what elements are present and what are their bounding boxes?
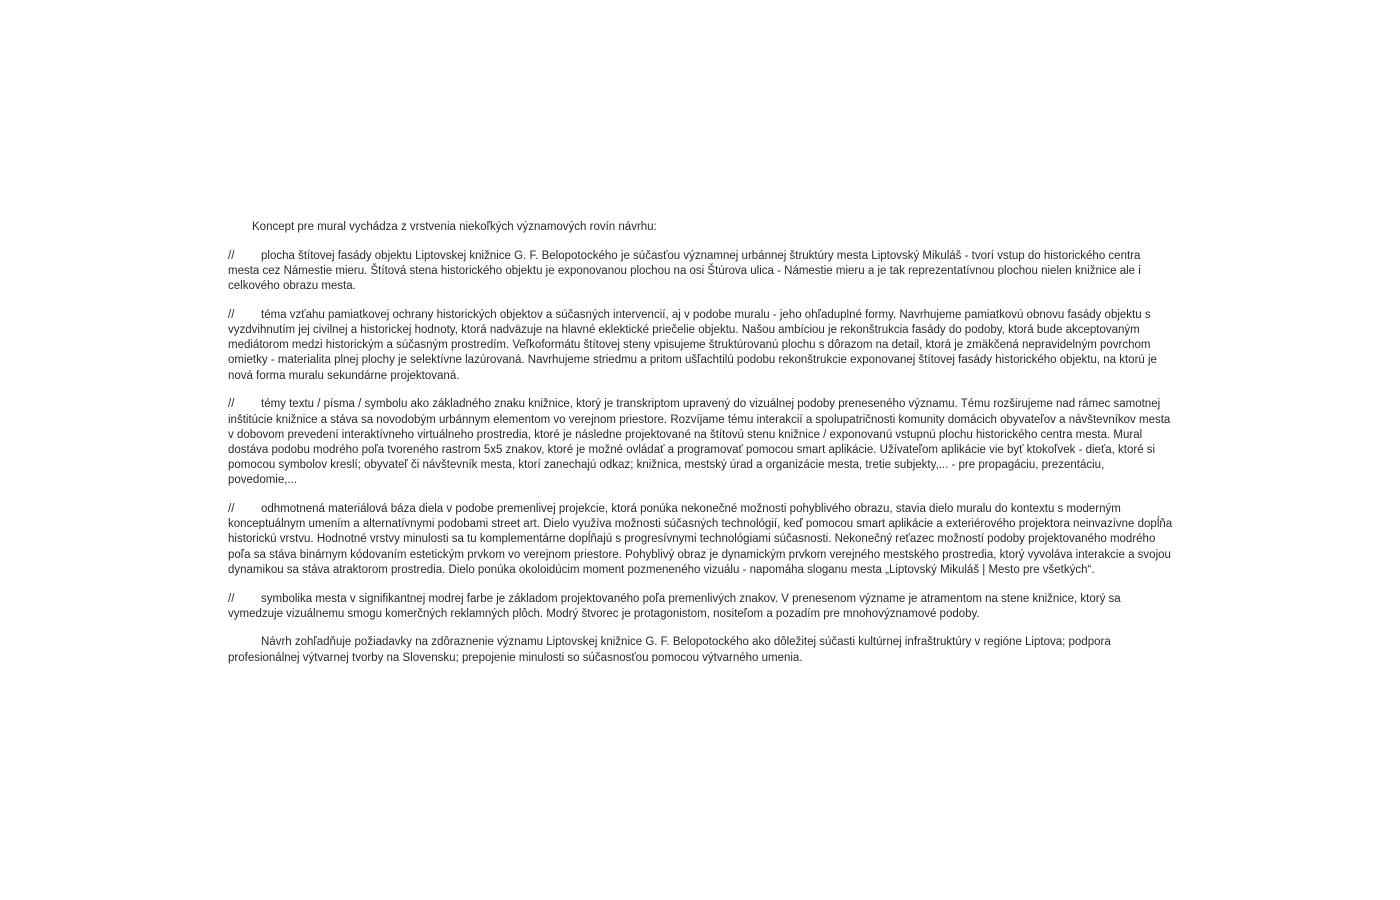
point-marker: // [228,398,235,411]
point-marker: // [228,592,235,605]
document-body [228,220,1173,679]
point-text: téma vzťahu pamiatkovej ochrany historických objektov a súčasných intervencií, aj v podobe muralu - jeho ohľaduplné formy. Navrhujeme pamiatkovú obnovu fasády objektu s vyzdvihnutím jej civilnej a historickej hodnoty, ktorá nadväzuje na hlavné eklektické priečelie objektu. Našou ambíciou je rekonštrukcia fasády do podoby, ktorá bude akceptovaným mediátorom medzi historickým a súčasným prostredím. Veľkoformátu štítovej steny vpisujeme štruktúrovanú plochu s dôrazom na detail, ktorá je zmäkčená nepravidelným povrchom omietky - materialita plnej plochy je selektívne lazúrovaná. Navrhujeme striedmu a pritom ušľachtilú podobu rekonštrukcie exponovanej štítovej fasády historického objektu, na ktorú je nová forma muralu sekundárne projektovaná. [228,308,1157,382]
point-text: symbolika mesta v signifikantnej modrej farbe je základom projektovaného poľa premenlivých znakov. V prenesenom význame je atramentom na stene knižnice, ktorý sa vymedzuje vizuálnemu smogu komerčných reklamných plôch. Modrý štvorec je protagonistom, nositeľom a pozadím pre mnohovýznamové podoby. [228,592,1121,620]
concept-point [228,308,1173,384]
point-text: témy textu / písma / symbolu ako základného znaku knižnice, ktorý je transkriptom upravený do vizuálnej podoby preneseného významu. Tému rozširujeme nad rámec samotnej inštitúcie knižnice a stáva sa novodobým urbánnym elementom vo verejnom priestore. Rozvíjame tému interakcií a spolupatričnosti komunity domácich obyvateľov a návštevníkov mesta v dobovom prevedení interaktívneho virtuálneho prostredia, ktoré je následne projektované na štítovú stenu knižnice / exponovanú vstupnú plochu historického centra mesta. Mural dostáva podobu modrého poľa tvoreného rastrom 5x5 znakov, ktoré je možné ovládať a programovať pomocou smart aplikácie. Užívateľom aplikácie vie byť ktokoľvek - dieťa, ktoré si pomocou symbolov kreslí; obyvateľ či návštevník mesta, ktorí zanechajú odkaz; knižnica, mestský úrad a organizácie mesta, tretie subjekty,... - pre propagáciu, prezentáciu, povedomie,... [228,398,1171,487]
point-marker: // [228,249,235,262]
point-marker: // [228,308,235,321]
point-text: odhmotnená materiálová báza diela v podobe premenlivej projekcie, ktorá ponúka nekonečné možnosti pohyblivého obrazu, stavia dielo muralu do kontextu s moderným konceptuálnym umením a alternatívnymi podobami street art. Dielo využíva možnosti súčasných technológií, keď pomocou smart aplikácie a exteriérového projektora neinvazívne dopĺňa historickú vrstvu. Hodnotné vrstvy minulosti sa tu komplementárne dopĺňajú s progresívnymi technológiami súčasnosti. Nekonečný reťazec možností podoby projektovaného modrého poľa sa stáva binárnym kódovaním estetickým prvkom vo verejnom priestore. Pohyblivý obraz je dynamickým prvkom verejného mestského prostredia, ktorý vyvoláva interakcie a svojou dynamikou sa stáva atraktorom prostredia. Dielo ponúka okoloidúcim moment pozmeneného vizuálu - napomáha sloganu mesta „Liptovský Mikuláš | Mesto pre všetkých“. [228,503,1173,576]
point-marker: // [228,503,235,516]
closing-paragraph: Návrh zohľadňuje požiadavky na zdôraznenie významu Liptovskej knižnice G. F. Belopotockého ako dôležitej súčasti kultúrnej infraštruktúry v regióne Liptova; podpora profesionálnej výtvarnej tvorby na Slovensku; prepojenie minulosti so súčasnosťou pomocou výtvarného umenia. [228,636,1111,664]
concept-point [228,502,1173,578]
intro-paragraph: Koncept pre mural vychádza z vrstvenia niekoľkých významových rovín návrhu: [252,221,657,233]
point-text: plocha štítovej fasády objektu Liptovskej knižnice G. F. Belopotockého je súčasťou významnej urbánnej štruktúry mesta Liptovský Mikuláš - tvorí vstup do historického centra mesta cez Námestie mieru. Štítová stena historického objektu je exponovanou plochou na osi Štúrova ulica - Námestie mieru a je tak reprezentatívnou plochou nielen knižnice ale i celkového obrazu mesta. [228,249,1141,293]
concept-point [228,397,1173,488]
concept-point [228,249,1173,295]
concept-point [228,592,1173,622]
